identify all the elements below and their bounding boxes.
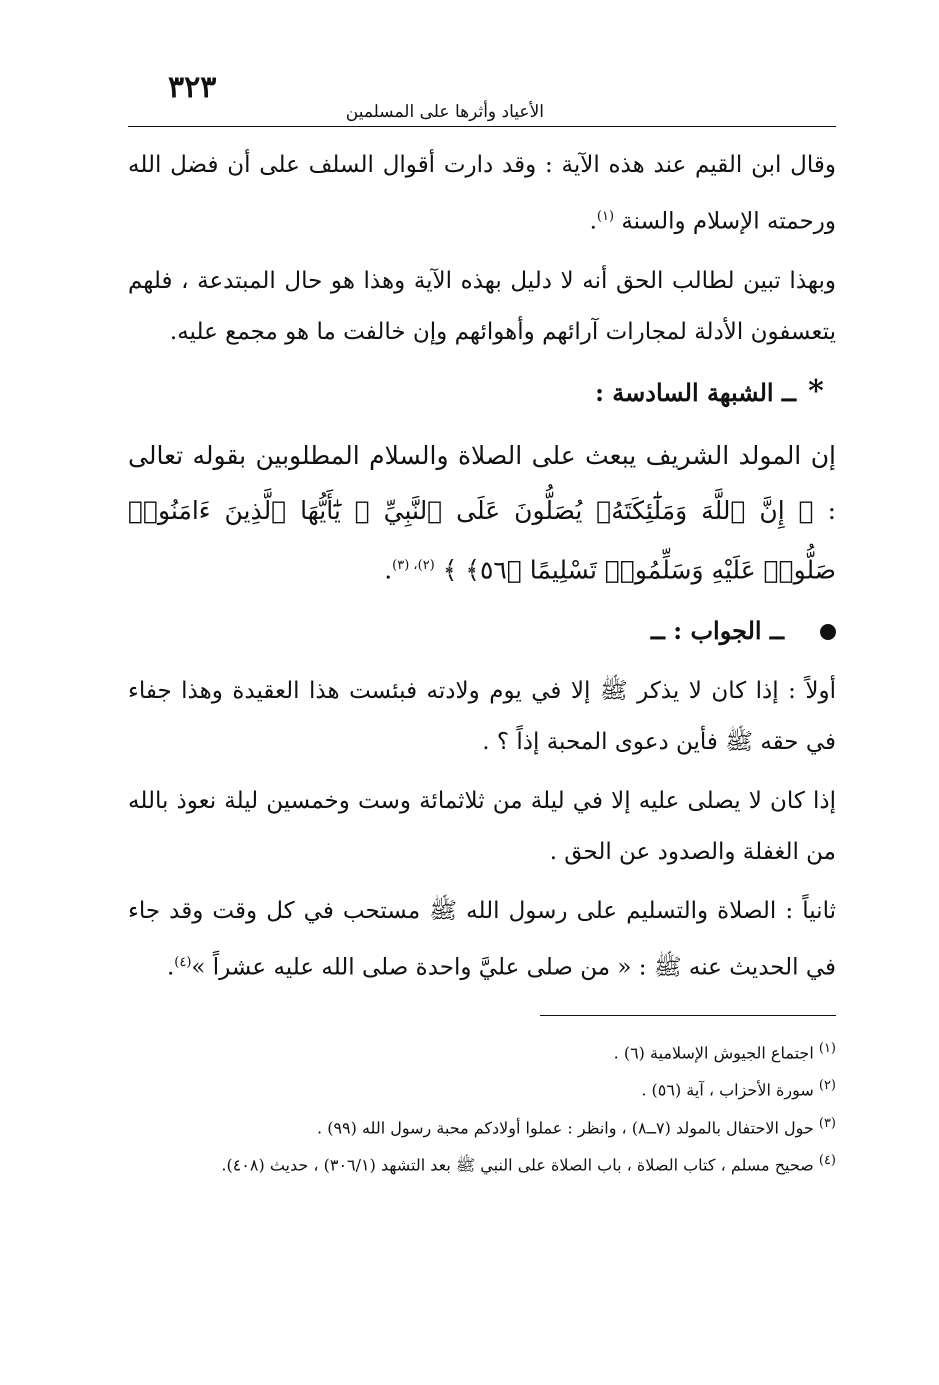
asterisk-icon: * xyxy=(808,373,824,409)
footnote-ref: (١) xyxy=(596,209,615,224)
footnote-3 xyxy=(128,1107,836,1144)
footnote-text: حول الاحتفال بالمولد (٧ــ٨) ، وانظر : عملوا أولادكم محبة رسول الله (٩٩) . xyxy=(317,1117,814,1137)
header-rule xyxy=(128,126,836,127)
footnote-text: اجتماع الجيوش الإسلامية (٦) . xyxy=(613,1043,814,1063)
footnote-text: سورة الأحزاب ، آية (٥٦) . xyxy=(641,1080,814,1100)
footnote-number: (٤) xyxy=(818,1152,836,1168)
section-heading-answer xyxy=(128,605,836,656)
paragraph-second-point xyxy=(128,886,836,994)
paragraph-ibn-qayyim xyxy=(128,140,836,248)
paragraph-text: إن المولد الشريف يبعث على الصلاة والسلام المطلوبين بقوله تعالى : xyxy=(128,440,837,525)
footnote-number: (٣) xyxy=(818,1115,836,1131)
footnote-number: (١) xyxy=(818,1041,836,1056)
footnote-4 xyxy=(128,1144,836,1181)
footnote-2 xyxy=(128,1069,836,1106)
page-number: ٣٢٣ xyxy=(168,70,217,105)
section-heading-text: ــ الجواب : ــ xyxy=(650,615,784,645)
quran-verse: ﴿ إِنَّ ٱللَّهَ وَمَلَٰٓئِكَتَهُۥ يُصَلُّونَ عَلَى ٱلنَّبِيِّ ۚ يَٰٓأَيُّهَا ٱلَّذِينَ ءَامَنُوا۟ صَلُّوا۟ عَلَيْهِ وَسَلِّمُوا۟ تَسْلِيمًا ﴿٥٦﴾ ﴾ xyxy=(128,495,836,584)
bullet-icon xyxy=(820,624,836,640)
section-heading-sixth-doubt xyxy=(128,366,836,418)
paragraph-first-point: أولاً : إذا كان لا يذكر ﷺ إلا في يوم ولادته فبئست هذا العقيدة وهذا جفاء في حقه ﷺ فأين دعوى المحبة إذاً ؟ . xyxy=(128,677,836,755)
footnote-1 xyxy=(128,1032,836,1069)
paragraph-end: . xyxy=(384,554,393,584)
paragraph-end: . xyxy=(166,954,175,981)
footnote-text: صحيح مسلم ، كتاب الصلاة ، باب الصلاة على النبي ﷺ بعد التشهد (٣٠٦/١) ، حديث (٤٠٨). xyxy=(221,1155,814,1175)
paragraph-nights: إذا كان لا يصلى عليه إلا في ليلة من ثلاثمائة وست وخمسين ليلة نعوذ بالله من الغفلة والصدود عن الحق . xyxy=(128,787,837,865)
running-title: الأعياد وأثرها على المسلمين xyxy=(345,102,544,122)
footnote-ref: (٤) xyxy=(174,954,192,970)
paragraph-mawlid-claim xyxy=(128,428,836,597)
section-heading-text: ــ الشبهة السادسة : xyxy=(595,377,796,407)
paragraph-end: . xyxy=(589,208,597,235)
footnote-ref: (٢)، (٣) xyxy=(392,557,435,573)
footnotes xyxy=(128,1032,836,1181)
paragraph-text: ثانياً : الصلاة والتسليم على رسول الله ﷺ مستحب في كل وقت وقد جاء في الحديث عنه ﷺ : « من صلى عليَّ واحدة صلى الله عليه عشراً » xyxy=(128,897,836,981)
paragraph-text: وقال ابن القيم عند هذه الآية : وقد دارت أقوال السلف على أن فضل الله ورحمته الإسلام والسنة xyxy=(128,152,836,235)
main-text xyxy=(128,140,836,994)
footnote-rule xyxy=(540,1015,836,1016)
footnote-number: (٢) xyxy=(818,1078,836,1094)
paragraph-conclusion: وبهذا تبين لطالب الحق أنه لا دليل بهذه الآية وهذا هو حال المبتدعة ، فلهم يتعسفون الأدلة لمجارات آرائهم وأهوائهم وإن خالفت ما هو مجمع عليه. xyxy=(128,267,836,345)
